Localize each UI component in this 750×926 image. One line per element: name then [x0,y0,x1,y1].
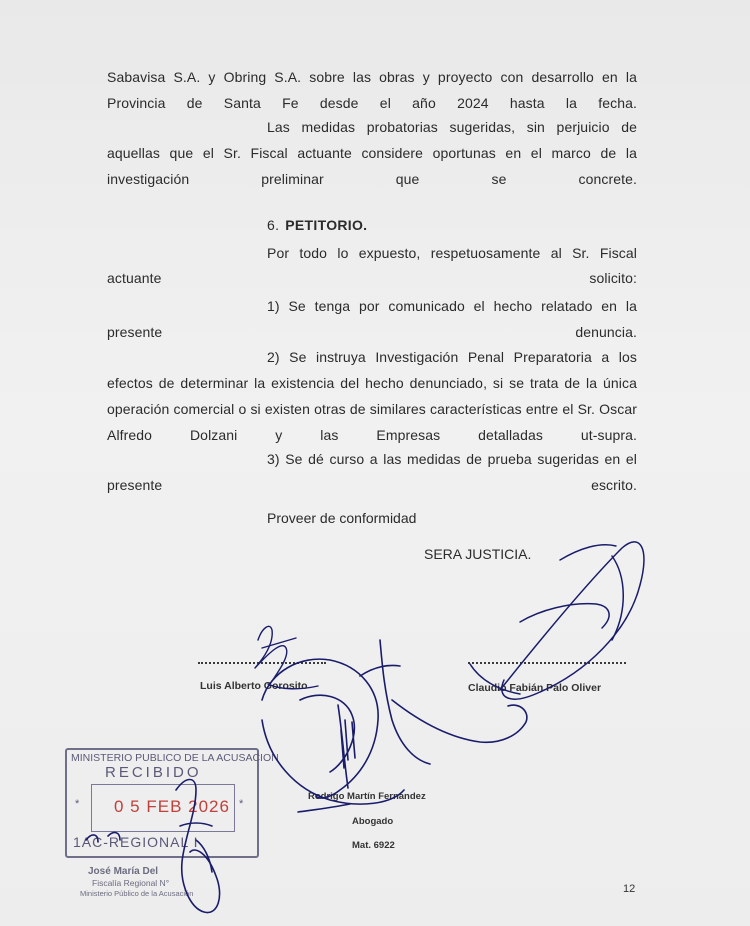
stamp-office: 1AC-REGIONAL I [73,834,199,850]
signature-line-left [198,662,326,664]
seal-role: Fiscalía Regional N° [92,878,170,888]
signer-right-name: Claudio Fabián Palo Oliver [468,682,602,694]
closing-line: Proveer de conformidad [267,510,417,526]
reception-stamp [65,748,279,858]
stamp-date: 0 5 FEB 2026 [114,797,230,816]
signature-line-right [468,662,626,664]
section-number: 6. [267,217,280,233]
paragraph-1: Sabavisa S.A. y Obring S.A. sobre las obras y proyecto con desarrollo en la Provincia de Santa Fe desde el año 2024 hasta la fecha. [107,69,637,111]
signer-center-name: Rodrigo Martín Fernandez [308,791,426,802]
section-title: PETITORIO. [285,217,368,233]
petition-item-2: 2) Se instruya Investigación Penal Preparatoria a los efectos de determinar la existencia del hecho denunciado, si se trata de la única operación comercial o si existen otras de similares características entre el Sr. Oscar Alfredo Dolzani y las Empresas detalladas ut-supra. [107,349,637,443]
signer-center-registration: Mat. 6922 [352,840,395,851]
star-icon: * [239,798,244,810]
signer-center-title: Abogado [352,816,394,827]
star-icon: * [75,798,80,810]
petition-item-1: 1) Se tenga por comunicado el hecho relatado en la presente denuncia. [107,298,637,340]
section-heading [267,217,367,233]
paragraph-3: Por todo lo expuesto, respetuosamente al Sr. Fiscal actuante solicito: [107,245,637,286]
stamp-date-box [91,784,235,832]
seal-office: Ministerio Público de la Acusación [80,889,194,898]
signer-left-name: Luis Alberto Gorosito [200,680,308,692]
stamp-received: RECIBIDO [105,764,202,781]
justice-line: SERA JUSTICIA. [424,546,532,562]
stamp-institution: MINISTERIO PUBLICO DE LA ACUSACION [71,752,279,764]
seal-name: José María Del [88,866,159,877]
signature-right-mark [470,542,644,699]
page-number: 12 [623,883,636,895]
signature-center-mark [262,640,527,812]
petition-item-3: 3) Se dé curso a las medidas de prueba sugeridas en el presente escrito. [107,451,637,493]
paragraph-2: Las medidas probatorias sugeridas, sin perjuicio de aquellas que el Sr. Fiscal actuante considere oportunas en el marco de la investigación preliminar que se concrete. [107,119,637,187]
